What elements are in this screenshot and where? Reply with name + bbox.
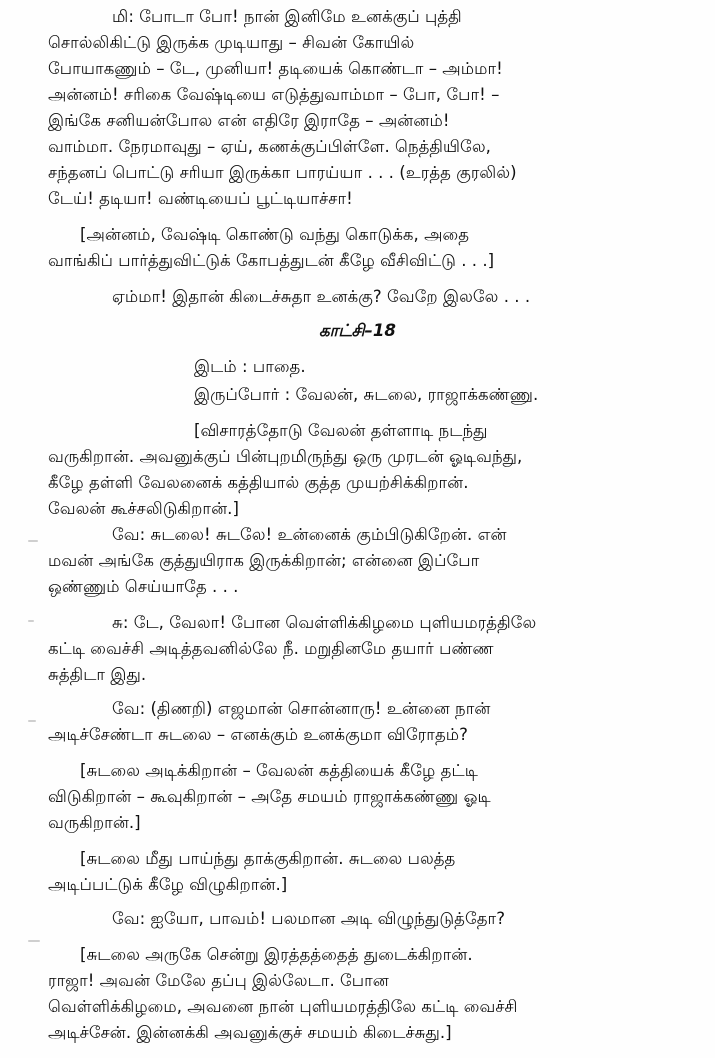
text-line: வே: சுடலை! சுடலே! உன்னைக் கும்பிடுகிறேன். என்: [112, 525, 507, 544]
text-line: வே: ஐயோ, பாவம்! பலமான அடி விழுந்துடுத்தோ?: [112, 909, 506, 928]
scan-speck: [28, 720, 36, 722]
scan-speck: [28, 620, 34, 622]
stage-direction-line: வருகிறான். அவனுக்குப் பின்புறமிருந்து ஒரு முரடன் ஓடிவந்து,: [48, 447, 523, 466]
stage-direction-line: [சுடலை அடிக்கிறான் – வேலன் கத்தியைக் கீழே தட்டி: [80, 761, 478, 780]
stage-direction-line: [அன்னம், வேஷ்டி கொண்டு வந்து கொடுக்க, அதை: [80, 225, 470, 244]
stage-direction-line: [சுடலை மீது பாய்ந்து தாக்குகிறான். சுடலை பலத்த: [80, 849, 456, 868]
scene-characters: இருப்போர் : வேலன், சுடலை, ராஜாக்கண்ணு.: [194, 385, 539, 404]
text-line: வாம்மா. நேரமாவுது – ஏய், கணக்குப்பிள்ளே. நெத்தியிலே,: [48, 137, 491, 156]
text-line: சொல்லிகிட்டு இருக்க முடியாது – சிவன் கோயில்: [48, 33, 415, 52]
scene-location: இடம் : பாதை.: [194, 357, 306, 376]
text-line: வே: (திணறி) எஜமான் சொன்னாரு! உன்னை நான்: [112, 699, 491, 718]
stage-direction-line: வெள்ளிக்கிழமை, அவனை நான் புளியமரத்திலே கட்டி வைச்சி: [48, 997, 518, 1016]
text-line: மவன் அங்கே குத்துயிராக இருக்கிறான்; என்னை இப்போ: [48, 551, 480, 570]
text-line: சுத்திடா இது.: [48, 665, 147, 684]
scene-heading: காட்சி–18: [319, 321, 396, 340]
text-line: அடிச்சேண்டா சுடலை – எனக்கும் உனக்குமா விரோதம்?: [48, 725, 468, 744]
text-line: போயாகணும் – டே, முனியா! தடியைக் கொண்டா – அம்மா!: [48, 59, 503, 78]
stage-direction-line: வேலன் கூச்சலிடுகிறான்.]: [48, 499, 239, 518]
scan-speck: [28, 940, 40, 942]
stage-direction-line: [விசாரத்தோடு வேலன் தள்ளாடி நடந்து: [194, 421, 488, 440]
stage-direction-line: வருகிறான்.]: [48, 813, 141, 832]
text-line: கட்டி வைச்சி அடித்தவனில்லே நீ. மறுதினமே தயார் பண்ண: [48, 639, 494, 658]
text-line: மி: போடா போ! நான் இனிமே உனக்குப் புத்தி: [112, 7, 462, 26]
scan-speck: [28, 540, 38, 542]
text-line: இங்கே சனியன்போல என் எதிரே இராதே – அன்னம்!: [48, 111, 450, 130]
text-line: சு: டே, வேலா! போன வெள்ளிக்கிழமை புளியமரத்திலே: [112, 613, 537, 632]
stage-direction-line: அடிப்பட்டுக் கீழே விழுகிறான்.]: [48, 875, 288, 894]
stage-direction-line: விடுகிறான் – கூவுகிறான் – அதே சமயம் ராஜாக்கண்ணு ஓடி: [48, 787, 491, 806]
stage-direction-line: [சுடலை அருகே சென்று இரத்தத்தைத் துடைக்கிறான்.: [80, 945, 473, 964]
text-line: அன்னம்! சரிகை வேஷ்டியை எடுத்துவாம்மா – போ, போ! –: [48, 85, 500, 104]
stage-direction-line: அடிச்சேன். இன்னக்கி அவனுக்குச் சமயம் கிடைச்சுது.]: [48, 1023, 452, 1042]
stage-direction-line: கீழே தள்ளி வேலனைக் கத்தியால் குத்த முயற்சிக்கிறான்.: [48, 473, 469, 492]
text-line: சந்தனப் பொட்டு சரியா இருக்கா பாரய்யா . . . (உரத்த குரலில்): [48, 163, 517, 182]
stage-direction-line: ராஜா! அவன் மேலே தப்பு இல்லேடா. போன: [48, 971, 389, 990]
text-line: ஒண்ணும் செய்யாதே . . .: [48, 577, 239, 596]
stage-direction-line: வாங்கிப் பார்த்துவிட்டுக் கோபத்துடன் கீழே வீசிவிட்டு . . .]: [48, 251, 495, 270]
text-line: ஏம்மா! இதான் கிடைச்சுதா உனக்கு? வேறே இலலே . . .: [112, 287, 531, 306]
text-line: டேய்! தடியா! வண்டியைப் பூட்டியாச்சா!: [48, 189, 353, 208]
